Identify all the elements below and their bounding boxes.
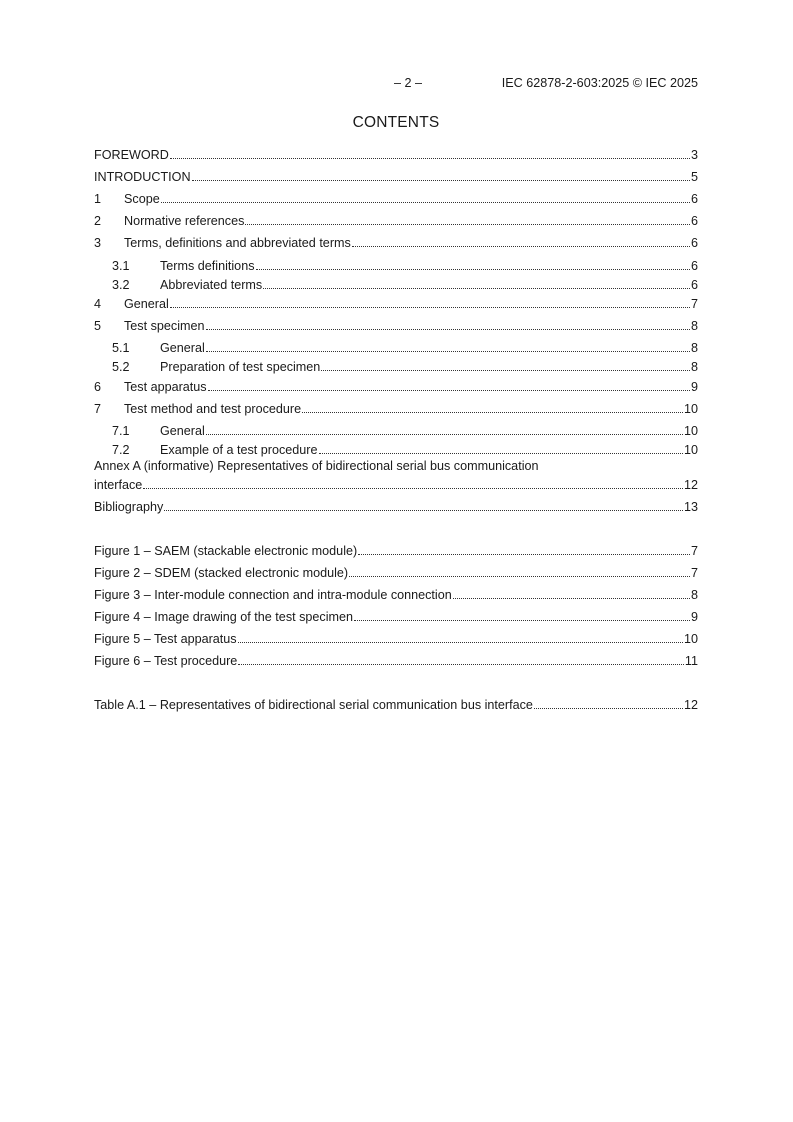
figure-entry-text: Figure 3 – Inter-module connection and intra-module connection xyxy=(94,588,452,602)
toc-entry-introduction[interactable] xyxy=(94,167,698,184)
toc-entry-annex-a-title[interactable]: Annex A (informative) Representatives of bidirectional serial bus communication xyxy=(94,459,539,473)
figure-entry-text: Figure 1 – SAEM (stackable electronic module) xyxy=(94,544,358,558)
dot-leader xyxy=(206,339,690,352)
page-header xyxy=(94,76,698,92)
dot-leader xyxy=(352,234,690,247)
figure-entry-text: Figure 5 – Test apparatus xyxy=(94,632,237,646)
toc-entry-page: 8 xyxy=(690,341,698,355)
table-entry-text: Table A.1 – Representatives of bidirectional serial communication bus interface xyxy=(94,698,533,712)
dot-leader xyxy=(208,378,690,391)
figure-entry-page: 11 xyxy=(684,654,698,668)
dot-leader xyxy=(302,400,683,413)
dot-leader xyxy=(534,696,683,709)
toc-entry-text: Test apparatus xyxy=(124,380,207,394)
figure-list-entry-3[interactable] xyxy=(94,585,698,602)
toc-entry-normative-references[interactable] xyxy=(94,211,698,228)
toc-entry-page: 12 xyxy=(683,478,698,492)
toc-entry-test-specimen[interactable] xyxy=(94,316,698,333)
toc-entry-scope[interactable] xyxy=(94,189,698,206)
dot-leader xyxy=(161,190,690,203)
toc-entry-text: Test specimen xyxy=(124,319,205,333)
table-list-entry-a1[interactable] xyxy=(94,695,698,712)
contents-title: CONTENTS xyxy=(352,114,440,131)
toc-entry-number: 5.1 xyxy=(112,341,130,355)
dot-leader xyxy=(263,276,690,289)
toc-entry-page: 7 xyxy=(690,297,698,311)
figure-list-entry-5[interactable] xyxy=(94,629,698,646)
toc-entry-number: 5.2 xyxy=(112,360,130,374)
table-entry-page: 12 xyxy=(683,698,698,712)
toc-entry-number: 6 xyxy=(94,380,102,394)
toc-entry-text: Terms definitions xyxy=(160,259,255,273)
toc-entry-page: 6 xyxy=(690,214,698,228)
toc-entry-text: FOREWORD xyxy=(94,148,169,162)
dot-leader xyxy=(206,317,690,330)
toc-entry-page: 6 xyxy=(690,192,698,206)
toc-entry-page: 3 xyxy=(690,148,698,162)
toc-entry-terms-definitions[interactable] xyxy=(94,256,698,273)
toc-entry-page: 8 xyxy=(690,360,698,374)
dot-leader xyxy=(245,212,690,225)
toc-entry-preparation[interactable] xyxy=(94,357,698,374)
toc-entry-page: 6 xyxy=(690,236,698,250)
dot-leader xyxy=(358,542,690,555)
toc-entry-number: 7.1 xyxy=(112,424,130,438)
toc-entry-text: Terms, definitions and abbreviated terms xyxy=(124,236,351,250)
figure-entry-page: 7 xyxy=(690,544,698,558)
toc-entry-page: 10 xyxy=(683,402,698,416)
toc-entry-text: General xyxy=(124,297,169,311)
document-reference: IEC 62878-2-603:2025 © IEC 2025 xyxy=(501,76,698,90)
toc-entry-page: 9 xyxy=(690,380,698,394)
toc-entry-page: 6 xyxy=(690,278,698,292)
figure-list-entry-4[interactable] xyxy=(94,607,698,624)
toc-entry-text: Normative references xyxy=(124,214,245,228)
toc-entry-text: INTRODUCTION xyxy=(94,170,191,184)
toc-entry-bibliography[interactable] xyxy=(94,497,698,514)
figure-list-entry-2[interactable] xyxy=(94,563,698,580)
figure-entry-page: 7 xyxy=(690,566,698,580)
toc-entry-page: 13 xyxy=(683,500,698,514)
toc-entry-test-apparatus[interactable] xyxy=(94,377,698,394)
toc-entry-abbreviated-terms[interactable] xyxy=(94,275,698,292)
toc-entry-number: 7 xyxy=(94,402,102,416)
toc-entry-method-general[interactable] xyxy=(94,421,698,438)
page-number: – 2 – xyxy=(394,76,423,90)
toc-entry-text: General xyxy=(160,424,205,438)
toc-entry-page: 8 xyxy=(690,319,698,333)
toc-entry-specimen-general[interactable] xyxy=(94,338,698,355)
toc-entry-text: interface xyxy=(94,478,143,492)
toc-entry-text: Scope xyxy=(124,192,160,206)
toc-entry-annex-a[interactable] xyxy=(94,475,698,492)
toc-entry-number: 7.2 xyxy=(112,443,130,457)
toc-entry-page: 10 xyxy=(683,424,698,438)
figure-entry-text: Figure 4 – Image drawing of the test specimen xyxy=(94,610,354,624)
figure-entry-page: 10 xyxy=(683,632,698,646)
dot-leader xyxy=(354,608,690,621)
figure-entry-page: 8 xyxy=(690,588,698,602)
dot-leader xyxy=(238,630,683,643)
toc-entry-foreword[interactable] xyxy=(94,145,698,162)
toc-entry-page: 5 xyxy=(690,170,698,184)
toc-entry-number: 3 xyxy=(94,236,102,250)
figure-list-entry-6[interactable] xyxy=(94,651,698,668)
toc-entry-number: 4 xyxy=(94,297,102,311)
toc-entry-number: 5 xyxy=(94,319,102,333)
dot-leader xyxy=(170,146,690,159)
toc-entry-general[interactable] xyxy=(94,294,698,311)
figure-entry-page: 9 xyxy=(690,610,698,624)
toc-entry-page: 6 xyxy=(690,259,698,273)
dot-leader xyxy=(453,586,690,599)
dot-leader xyxy=(238,652,684,665)
toc-entry-terms[interactable] xyxy=(94,233,698,250)
dot-leader xyxy=(143,476,683,489)
toc-entry-number: 3.1 xyxy=(112,259,130,273)
toc-entry-text: General xyxy=(160,341,205,355)
toc-entry-number: 2 xyxy=(94,214,102,228)
toc-entry-example-procedure[interactable] xyxy=(94,440,698,457)
figure-entry-text: Figure 2 – SDEM (stacked electronic module) xyxy=(94,566,349,580)
dot-leader xyxy=(170,295,690,308)
dot-leader xyxy=(164,498,683,511)
toc-entry-text: Test method and test procedure xyxy=(124,402,302,416)
figure-list-entry-1[interactable] xyxy=(94,541,698,558)
dot-leader xyxy=(321,358,690,371)
dot-leader xyxy=(206,422,683,435)
dot-leader xyxy=(192,168,690,181)
toc-entry-text: Abbreviated terms xyxy=(160,278,263,292)
toc-entry-text: Bibliography xyxy=(94,500,164,514)
toc-entry-test-method[interactable] xyxy=(94,399,698,416)
toc-entry-number: 3.2 xyxy=(112,278,130,292)
dot-leader xyxy=(256,257,690,270)
toc-entry-text: Example of a test procedure xyxy=(160,443,318,457)
dot-leader xyxy=(319,441,683,454)
toc-entry-number: 1 xyxy=(94,192,102,206)
dot-leader xyxy=(349,564,690,577)
figure-entry-text: Figure 6 – Test procedure xyxy=(94,654,238,668)
toc-entry-page: 10 xyxy=(683,443,698,457)
toc-entry-text: Preparation of test specimen xyxy=(160,360,321,374)
